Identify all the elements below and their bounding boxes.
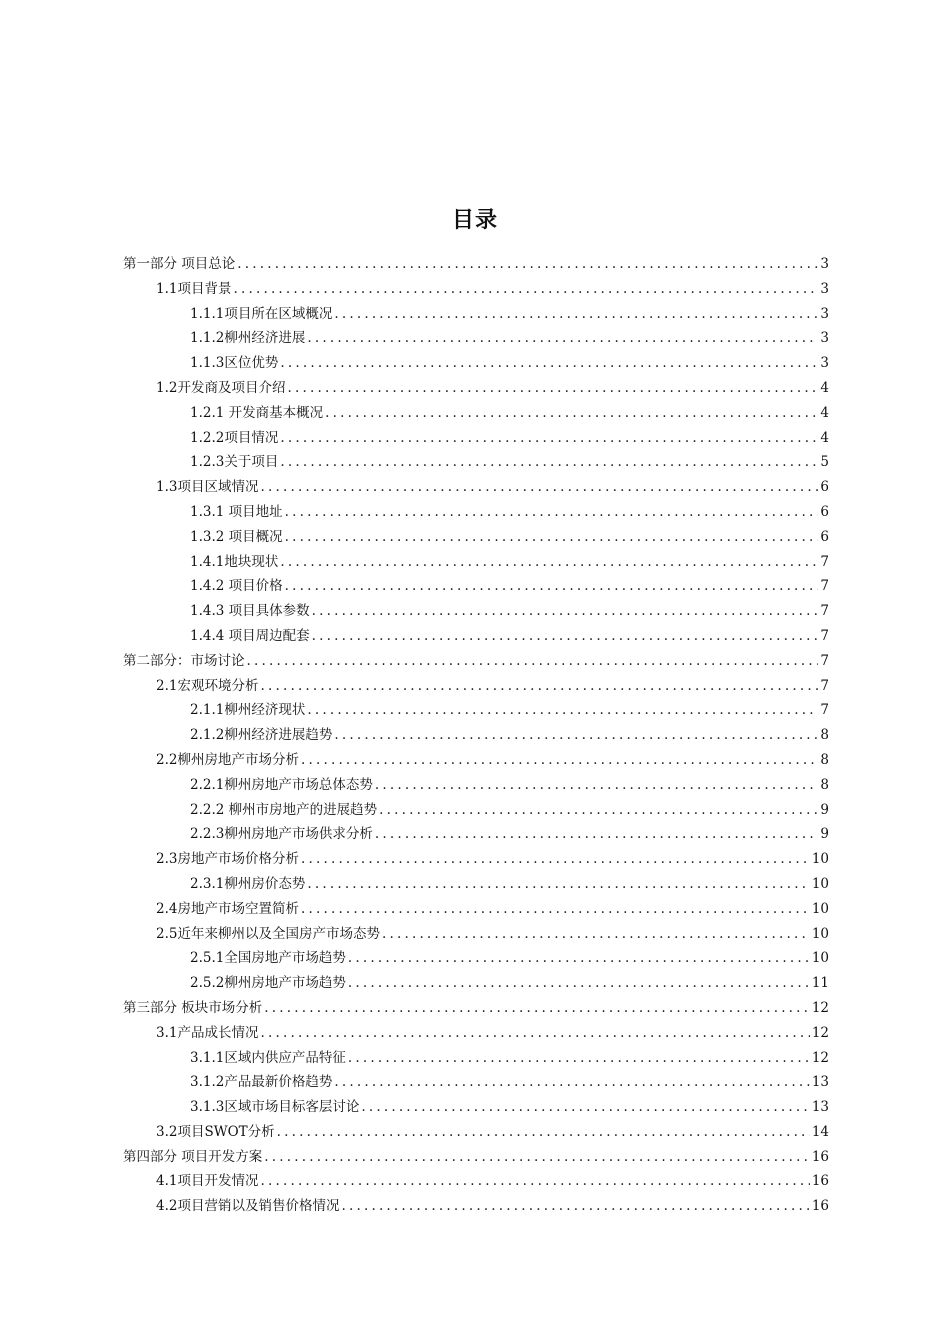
toc-entry[interactable] xyxy=(123,450,829,475)
toc-page-number: 3 xyxy=(820,256,829,272)
toc-entry[interactable] xyxy=(123,897,829,922)
toc-leader-dots xyxy=(247,649,819,674)
toc-entry-text: 2.2.3柳州房地产市场供求分析 xyxy=(190,826,373,843)
toc-entry-text: 2.1宏观环境分析 xyxy=(156,677,259,694)
toc-entry-text: 2.2柳州房地产市场分析 xyxy=(156,751,299,768)
toc-entry-text: 1.1项目背景 xyxy=(156,280,232,297)
toc-leader-dots xyxy=(260,674,818,699)
toc-page-number: 10 xyxy=(811,950,829,967)
toc-entry-text: 第一部分 项目总论 xyxy=(123,256,236,272)
toc-entry[interactable] xyxy=(123,599,829,624)
toc-leader-dots xyxy=(341,1194,809,1219)
toc-page-number: 16 xyxy=(811,1173,829,1190)
toc-leader-dots xyxy=(312,599,819,624)
toc-entry-text: 3.1.1区域内供应产品特征 xyxy=(190,1049,346,1066)
toc-page-number: 12 xyxy=(811,999,829,1016)
toc-entry-text: 1.3.2 项目概况 xyxy=(190,528,283,545)
toc-entry-text: 第二部分：市场讨论 xyxy=(123,652,245,669)
toc-page-number: 5 xyxy=(820,454,829,471)
toc-page-number: 8 xyxy=(820,776,829,793)
toc-entry[interactable] xyxy=(123,277,829,302)
toc-leader-dots xyxy=(233,277,818,302)
toc-leader-dots xyxy=(334,1070,809,1095)
toc-entry[interactable] xyxy=(123,847,829,872)
toc-leader-dots xyxy=(375,773,819,798)
toc-entry[interactable] xyxy=(123,674,829,699)
toc-leader-dots xyxy=(280,351,818,376)
toc-page-number: 6 xyxy=(820,528,829,545)
toc-entry[interactable] xyxy=(123,1120,829,1145)
toc-page-number: 7 xyxy=(820,702,829,719)
toc-entry-text: 1.1.1项目所在区域概况 xyxy=(190,305,333,322)
toc-entry[interactable] xyxy=(123,822,829,847)
toc-entry-text: 3.2项目SWOT分析 xyxy=(156,1123,275,1140)
toc-entry[interactable] xyxy=(123,525,829,550)
toc-leader-dots xyxy=(280,450,818,475)
toc-page-number: 4 xyxy=(820,379,829,396)
toc-leader-dots xyxy=(287,376,818,401)
toc-page-number: 4 xyxy=(820,404,829,421)
toc-entry-text: 1.4.4 项目周边配套 xyxy=(190,627,310,644)
toc-leader-dots xyxy=(280,426,818,451)
toc-leader-dots xyxy=(264,1145,810,1170)
toc-entry[interactable] xyxy=(123,550,829,575)
toc-page-number: 7 xyxy=(820,578,829,595)
toc-entry[interactable] xyxy=(123,723,829,748)
toc-leader-dots xyxy=(334,723,818,748)
toc-entry-text: 1.2开发商及项目介绍 xyxy=(156,379,286,396)
toc-entry[interactable] xyxy=(123,574,829,599)
toc-title: 目录 xyxy=(451,208,498,233)
toc-entry-text: 1.2.1 开发商基本概况 xyxy=(190,404,324,421)
toc-entry[interactable] xyxy=(123,1169,829,1194)
toc-leader-dots xyxy=(312,624,819,649)
toc-entry[interactable] xyxy=(123,1145,829,1170)
toc-entry-text: 3.1.3区域市场目标客层讨论 xyxy=(190,1099,360,1116)
toc-leader-dots xyxy=(379,798,818,823)
toc-leader-dots xyxy=(325,401,818,426)
toc-page-number: 10 xyxy=(811,925,829,942)
toc-leader-dots xyxy=(260,1169,809,1194)
toc-entry-text: 3.1.2产品最新价格趋势 xyxy=(190,1074,333,1091)
toc-leader-dots xyxy=(260,1021,809,1046)
toc-leader-dots xyxy=(277,1120,810,1145)
toc-entry[interactable] xyxy=(123,475,829,500)
toc-entry-text: 1.4.2 项目价格 xyxy=(190,578,283,595)
toc-entry-text: 2.4房地产市场空置简析 xyxy=(156,900,299,917)
toc-entry[interactable] xyxy=(123,326,829,351)
toc-page-number: 3 xyxy=(820,330,829,347)
toc-entry[interactable] xyxy=(123,624,829,649)
toc-entry[interactable] xyxy=(123,773,829,798)
toc-entry-text: 1.2.3关于项目 xyxy=(190,454,279,471)
toc-page-number: 3 xyxy=(820,305,829,322)
toc-leader-dots xyxy=(348,946,810,971)
toc-entry[interactable] xyxy=(123,376,829,401)
toc-entry[interactable] xyxy=(123,426,829,451)
toc-page-number: 3 xyxy=(820,280,829,297)
toc-entry[interactable] xyxy=(123,798,829,823)
toc-entry-text: 2.3房地产市场价格分析 xyxy=(156,851,299,868)
toc-entry-text: 1.3.1 项目地址 xyxy=(190,503,283,520)
toc-leader-dots xyxy=(307,326,818,351)
toc-entry-text: 第四部分 项目开发方案 xyxy=(123,1148,263,1165)
toc-entry-text: 4.1项目开发情况 xyxy=(156,1173,259,1190)
toc-entry[interactable] xyxy=(123,1021,829,1046)
toc-page-number: 9 xyxy=(820,826,829,843)
toc-leader-dots xyxy=(280,550,818,575)
toc-entry-text: 1.1.3区位优势 xyxy=(190,355,279,372)
toc-entry-text: 1.1.2柳州经济进展 xyxy=(190,330,306,347)
toc-entry[interactable] xyxy=(123,1046,829,1071)
toc-leader-dots xyxy=(301,748,818,773)
toc-page-number: 13 xyxy=(811,1074,829,1091)
toc-leader-dots xyxy=(375,822,819,847)
toc-page-number: 4 xyxy=(820,429,829,446)
toc-entry-text: 2.2.2 柳州市房地产的进展趋势 xyxy=(190,801,378,818)
toc-entry[interactable] xyxy=(123,698,829,723)
toc-leader-dots xyxy=(285,525,819,550)
toc-page-number: 7 xyxy=(820,603,829,620)
toc-page-number: 12 xyxy=(811,1049,829,1066)
toc-leader-dots xyxy=(285,500,819,525)
toc-entry[interactable] xyxy=(123,401,829,426)
toc-entry-text: 第三部分 板块市场分析 xyxy=(123,999,263,1016)
toc-leader-dots xyxy=(237,252,818,277)
toc-page-number: 16 xyxy=(811,1198,829,1215)
toc-leader-dots xyxy=(301,847,810,872)
toc-entry-text: 1.3项目区域情况 xyxy=(156,479,259,496)
toc-leader-dots xyxy=(285,574,819,599)
toc-leader-dots xyxy=(361,1095,809,1120)
toc-leader-dots xyxy=(334,302,818,327)
toc-page-number: 6 xyxy=(820,479,829,496)
toc-entry-text: 2.1.1柳州经济现状 xyxy=(190,702,306,719)
toc-entry-text: 2.5近年来柳州以及全国房产市场态势 xyxy=(156,925,380,942)
toc-entry-text: 2.2.1柳州房地产市场总体态势 xyxy=(190,776,373,793)
toc-page-number: 6 xyxy=(820,503,829,520)
table-of-contents xyxy=(123,252,829,1219)
toc-entry[interactable] xyxy=(123,971,829,996)
toc-page-number: 13 xyxy=(811,1099,829,1116)
toc-entry-text: 1.2.2项目情况 xyxy=(190,429,279,446)
toc-entry[interactable] xyxy=(123,946,829,971)
toc-leader-dots xyxy=(382,922,810,947)
toc-leader-dots xyxy=(348,971,810,996)
toc-entry-text: 1.4.1地块现状 xyxy=(190,553,279,570)
toc-leader-dots xyxy=(348,1046,810,1071)
toc-page-number: 3 xyxy=(820,355,829,372)
toc-page-number: 9 xyxy=(820,801,829,818)
toc-entry[interactable] xyxy=(123,500,829,525)
toc-entry[interactable] xyxy=(123,302,829,327)
toc-leader-dots xyxy=(307,872,809,897)
toc-page-number: 7 xyxy=(820,677,829,694)
toc-entry[interactable] xyxy=(123,649,829,674)
toc-entry-text: 2.1.2柳州经济进展趋势 xyxy=(190,727,333,744)
toc-page-number: 8 xyxy=(820,751,829,768)
toc-page-number: 8 xyxy=(820,727,829,744)
toc-entry[interactable] xyxy=(123,1095,829,1120)
toc-page-number: 16 xyxy=(811,1148,829,1165)
toc-leader-dots xyxy=(260,475,818,500)
toc-page-number: 7 xyxy=(820,553,829,570)
toc-entry-text: 4.2项目营销以及销售价格情况 xyxy=(156,1198,340,1215)
toc-page-number: 10 xyxy=(811,851,829,868)
toc-entry[interactable] xyxy=(123,922,829,947)
toc-page-number: 12 xyxy=(811,1024,829,1041)
toc-entry-text: 3.1产品成长情况 xyxy=(156,1024,259,1041)
toc-entry-text: 1.4.3 项目具体参数 xyxy=(190,603,310,620)
toc-entry-text: 2.5.2柳州房地产市场趋势 xyxy=(190,975,346,992)
toc-entry[interactable] xyxy=(123,1070,829,1095)
toc-entry-text: 2.3.1柳州房价态势 xyxy=(190,875,306,892)
toc-page-number: 10 xyxy=(811,875,829,892)
toc-page-number: 11 xyxy=(811,975,829,992)
toc-entry-text: 2.5.1全国房地产市场趋势 xyxy=(190,950,346,967)
toc-leader-dots xyxy=(301,897,810,922)
toc-leader-dots xyxy=(307,698,818,723)
toc-page-number: 14 xyxy=(811,1123,829,1140)
toc-entry[interactable] xyxy=(123,252,829,277)
toc-entry[interactable] xyxy=(123,351,829,376)
toc-leader-dots xyxy=(264,996,810,1021)
toc-entry[interactable] xyxy=(123,872,829,897)
toc-entry[interactable] xyxy=(123,996,829,1021)
toc-page-number: 7 xyxy=(820,652,829,669)
toc-page-number: 10 xyxy=(811,900,829,917)
toc-entry[interactable] xyxy=(123,748,829,773)
toc-entry[interactable] xyxy=(123,1194,829,1219)
toc-page-number: 7 xyxy=(820,627,829,644)
